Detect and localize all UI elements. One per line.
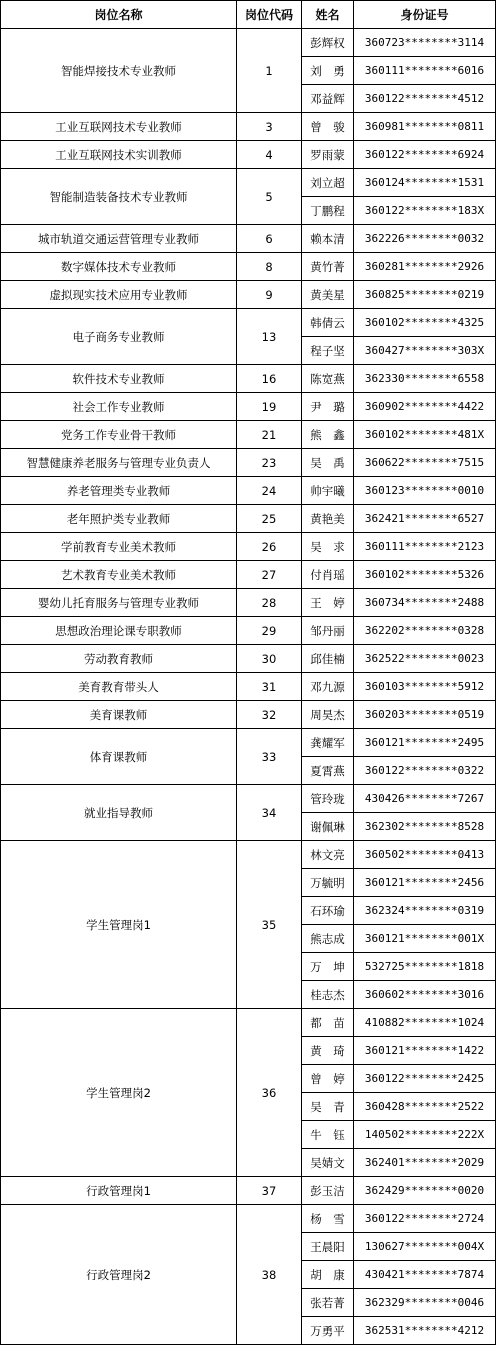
table-row xyxy=(1,225,496,253)
id-number-cell: 130627********004X xyxy=(354,1233,496,1261)
table-row xyxy=(1,1177,496,1205)
position-code-cell: 13 xyxy=(237,309,302,365)
position-code-cell: 23 xyxy=(237,449,302,477)
position-code-cell: 38 xyxy=(237,1205,302,1345)
person-name-cell: 王晨阳 xyxy=(302,1233,354,1261)
position-code-cell: 16 xyxy=(237,365,302,393)
person-name-cell: 王 婷 xyxy=(302,589,354,617)
id-number-cell: 360122********2425 xyxy=(354,1065,496,1093)
header-row xyxy=(1,1,496,29)
position-name-cell: 软件技术专业教师 xyxy=(1,365,237,393)
person-name-cell: 吴 青 xyxy=(302,1093,354,1121)
position-code-cell: 33 xyxy=(237,729,302,785)
id-number-cell: 430426********7267 xyxy=(354,785,496,813)
position-name-cell: 艺术教育专业美术教师 xyxy=(1,561,237,589)
position-name-cell: 思想政治理论课专职教师 xyxy=(1,617,237,645)
position-code-cell: 1 xyxy=(237,29,302,113)
position-name-cell: 智慧健康养老服务与管理专业负责人 xyxy=(1,449,237,477)
table-row xyxy=(1,281,496,309)
id-number-cell: 532725********1818 xyxy=(354,953,496,981)
id-number-cell: 362226********0032 xyxy=(354,225,496,253)
position-code-cell: 36 xyxy=(237,1009,302,1177)
person-name-cell: 彭玉洁 xyxy=(302,1177,354,1205)
position-code-cell: 35 xyxy=(237,841,302,1009)
position-code-cell: 3 xyxy=(237,113,302,141)
id-number-cell: 360122********6924 xyxy=(354,141,496,169)
id-number-cell: 360121********2456 xyxy=(354,869,496,897)
id-number-cell: 360122********4512 xyxy=(354,85,496,113)
person-name-cell: 黄 琦 xyxy=(302,1037,354,1065)
id-number-cell: 410882********1024 xyxy=(354,1009,496,1037)
table-row xyxy=(1,673,496,701)
position-code-cell: 4 xyxy=(237,141,302,169)
position-code-cell: 9 xyxy=(237,281,302,309)
position-name-cell: 学生管理岗1 xyxy=(1,841,237,1009)
id-number-cell: 360121********2495 xyxy=(354,729,496,757)
person-name-cell: 胡 康 xyxy=(302,1261,354,1289)
id-number-cell: 360281********2926 xyxy=(354,253,496,281)
id-number-cell: 360121********001X xyxy=(354,925,496,953)
position-name-cell: 智能制造装备技术专业教师 xyxy=(1,169,237,225)
id-number-cell: 360103********5912 xyxy=(354,673,496,701)
id-number-cell: 360122********2724 xyxy=(354,1205,496,1233)
position-code-cell: 27 xyxy=(237,561,302,589)
header-code: 岗位代码 xyxy=(237,1,302,29)
position-code-cell: 8 xyxy=(237,253,302,281)
person-name-cell: 黄竹菁 xyxy=(302,253,354,281)
person-name-cell: 周昊杰 xyxy=(302,701,354,729)
position-name-cell: 行政管理岗1 xyxy=(1,1177,237,1205)
header-id: 身份证号 xyxy=(354,1,496,29)
id-number-cell: 360427********303X xyxy=(354,337,496,365)
table-row xyxy=(1,169,496,197)
table-row xyxy=(1,477,496,505)
position-name-cell: 虚拟现实技术应用专业教师 xyxy=(1,281,237,309)
id-number-cell: 430421********7874 xyxy=(354,1261,496,1289)
person-name-cell: 丁鹏程 xyxy=(302,197,354,225)
id-number-cell: 360102********5326 xyxy=(354,561,496,589)
header-name: 姓名 xyxy=(302,1,354,29)
position-code-cell: 5 xyxy=(237,169,302,225)
table-body xyxy=(1,29,496,1345)
person-name-cell: 管玲珑 xyxy=(302,785,354,813)
person-name-cell: 石环瑜 xyxy=(302,897,354,925)
table-row xyxy=(1,785,496,813)
position-name-cell: 养老管理类专业教师 xyxy=(1,477,237,505)
person-name-cell: 万勇平 xyxy=(302,1317,354,1345)
id-number-cell: 360123********0010 xyxy=(354,477,496,505)
table-row xyxy=(1,841,496,869)
id-number-cell: 360111********6016 xyxy=(354,57,496,85)
id-number-cell: 360111********2123 xyxy=(354,533,496,561)
id-number-cell: 360121********1422 xyxy=(354,1037,496,1065)
position-name-cell: 智能焊接技术专业教师 xyxy=(1,29,237,113)
person-name-cell: 邱佳楠 xyxy=(302,645,354,673)
position-code-cell: 24 xyxy=(237,477,302,505)
person-name-cell: 赖本清 xyxy=(302,225,354,253)
table-row xyxy=(1,701,496,729)
id-number-cell: 362330********6558 xyxy=(354,365,496,393)
table-row xyxy=(1,449,496,477)
table-row xyxy=(1,589,496,617)
table-row xyxy=(1,505,496,533)
table-row xyxy=(1,729,496,757)
table-row xyxy=(1,645,496,673)
position-code-cell: 34 xyxy=(237,785,302,841)
person-name-cell: 夏霄燕 xyxy=(302,757,354,785)
id-number-cell: 360428********2522 xyxy=(354,1093,496,1121)
id-number-cell: 360723********3114 xyxy=(354,29,496,57)
person-name-cell: 林文亮 xyxy=(302,841,354,869)
position-code-cell: 30 xyxy=(237,645,302,673)
id-number-cell: 360825********0219 xyxy=(354,281,496,309)
person-name-cell: 桂志杰 xyxy=(302,981,354,1009)
person-name-cell: 龚耀军 xyxy=(302,729,354,757)
id-number-cell: 360102********481X xyxy=(354,421,496,449)
person-name-cell: 邓益辉 xyxy=(302,85,354,113)
id-number-cell: 360124********1531 xyxy=(354,169,496,197)
position-name-cell: 城市轨道交通运营管理专业教师 xyxy=(1,225,237,253)
person-name-cell: 帅宇曦 xyxy=(302,477,354,505)
table-row xyxy=(1,253,496,281)
position-name-cell: 学前教育专业美术教师 xyxy=(1,533,237,561)
person-name-cell: 黄美星 xyxy=(302,281,354,309)
position-name-cell: 学生管理岗2 xyxy=(1,1009,237,1177)
person-name-cell: 张若菁 xyxy=(302,1289,354,1317)
person-name-cell: 邹丹丽 xyxy=(302,617,354,645)
position-code-cell: 19 xyxy=(237,393,302,421)
position-code-cell: 29 xyxy=(237,617,302,645)
person-name-cell: 都 苗 xyxy=(302,1009,354,1037)
id-number-cell: 360734********2488 xyxy=(354,589,496,617)
person-name-cell: 罗雨蒙 xyxy=(302,141,354,169)
person-name-cell: 彭辉权 xyxy=(302,29,354,57)
id-number-cell: 360622********7515 xyxy=(354,449,496,477)
position-code-cell: 37 xyxy=(237,1177,302,1205)
table-row xyxy=(1,113,496,141)
table-row xyxy=(1,1205,496,1233)
table-row xyxy=(1,29,496,57)
person-name-cell: 万毓明 xyxy=(302,869,354,897)
position-code-cell: 31 xyxy=(237,673,302,701)
table-row xyxy=(1,1009,496,1037)
position-name-cell: 行政管理岗2 xyxy=(1,1205,237,1345)
id-number-cell: 140502********222X xyxy=(354,1121,496,1149)
person-name-cell: 尹 璐 xyxy=(302,393,354,421)
position-code-cell: 25 xyxy=(237,505,302,533)
id-number-cell: 362324********0319 xyxy=(354,897,496,925)
person-name-cell: 曾 婷 xyxy=(302,1065,354,1093)
id-number-cell: 360502********0413 xyxy=(354,841,496,869)
position-code-cell: 32 xyxy=(237,701,302,729)
person-name-cell: 付肖瑶 xyxy=(302,561,354,589)
id-number-cell: 362421********6527 xyxy=(354,505,496,533)
position-name-cell: 体育课教师 xyxy=(1,729,237,785)
table-row xyxy=(1,561,496,589)
id-number-cell: 362302********8528 xyxy=(354,813,496,841)
table-row xyxy=(1,309,496,337)
table-row xyxy=(1,365,496,393)
person-name-cell: 曾 骏 xyxy=(302,113,354,141)
position-name-cell: 工业互联网技术实训教师 xyxy=(1,141,237,169)
person-name-cell: 邓九源 xyxy=(302,673,354,701)
id-number-cell: 360602********3016 xyxy=(354,981,496,1009)
person-name-cell: 万 坤 xyxy=(302,953,354,981)
person-name-cell: 杨 雪 xyxy=(302,1205,354,1233)
person-name-cell: 刘立超 xyxy=(302,169,354,197)
table-header xyxy=(1,1,496,29)
id-number-cell: 360981********0811 xyxy=(354,113,496,141)
id-number-cell: 360122********0322 xyxy=(354,757,496,785)
position-code-cell: 28 xyxy=(237,589,302,617)
position-name-cell: 就业指导教师 xyxy=(1,785,237,841)
position-name-cell: 老年照护类专业教师 xyxy=(1,505,237,533)
person-name-cell: 谢佩琳 xyxy=(302,813,354,841)
person-name-cell: 吴婧文 xyxy=(302,1149,354,1177)
id-number-cell: 362531********4212 xyxy=(354,1317,496,1345)
header-position: 岗位名称 xyxy=(1,1,237,29)
id-number-cell: 362429********0020 xyxy=(354,1177,496,1205)
person-name-cell: 牛 钰 xyxy=(302,1121,354,1149)
id-number-cell: 362401********2029 xyxy=(354,1149,496,1177)
position-name-cell: 工业互联网技术专业教师 xyxy=(1,113,237,141)
id-number-cell: 362202********0328 xyxy=(354,617,496,645)
person-name-cell: 陈宽燕 xyxy=(302,365,354,393)
table-row xyxy=(1,393,496,421)
table-row xyxy=(1,421,496,449)
position-name-cell: 劳动教育教师 xyxy=(1,645,237,673)
id-number-cell: 360102********4325 xyxy=(354,309,496,337)
id-number-cell: 362329********0046 xyxy=(354,1289,496,1317)
person-name-cell: 刘 勇 xyxy=(302,57,354,85)
position-code-cell: 26 xyxy=(237,533,302,561)
person-name-cell: 黄艳美 xyxy=(302,505,354,533)
id-number-cell: 362522********0023 xyxy=(354,645,496,673)
person-name-cell: 熊 鑫 xyxy=(302,421,354,449)
table-row xyxy=(1,533,496,561)
id-number-cell: 360203********0519 xyxy=(354,701,496,729)
person-name-cell: 熊志成 xyxy=(302,925,354,953)
person-name-cell: 韩倩云 xyxy=(302,309,354,337)
position-code-cell: 21 xyxy=(237,421,302,449)
person-name-cell: 程子坚 xyxy=(302,337,354,365)
table-row xyxy=(1,617,496,645)
position-name-cell: 美育教育带头人 xyxy=(1,673,237,701)
person-name-cell: 吴 禹 xyxy=(302,449,354,477)
position-name-cell: 美育课教师 xyxy=(1,701,237,729)
position-name-cell: 数字媒体技术专业教师 xyxy=(1,253,237,281)
id-number-cell: 360902********4422 xyxy=(354,393,496,421)
id-number-cell: 360122********183X xyxy=(354,197,496,225)
position-name-cell: 社会工作专业教师 xyxy=(1,393,237,421)
position-code-cell: 6 xyxy=(237,225,302,253)
position-name-cell: 党务工作专业骨干教师 xyxy=(1,421,237,449)
position-name-cell: 婴幼儿托育服务与管理专业教师 xyxy=(1,589,237,617)
person-name-cell: 吴 求 xyxy=(302,533,354,561)
position-name-cell: 电子商务专业教师 xyxy=(1,309,237,365)
table-row xyxy=(1,141,496,169)
